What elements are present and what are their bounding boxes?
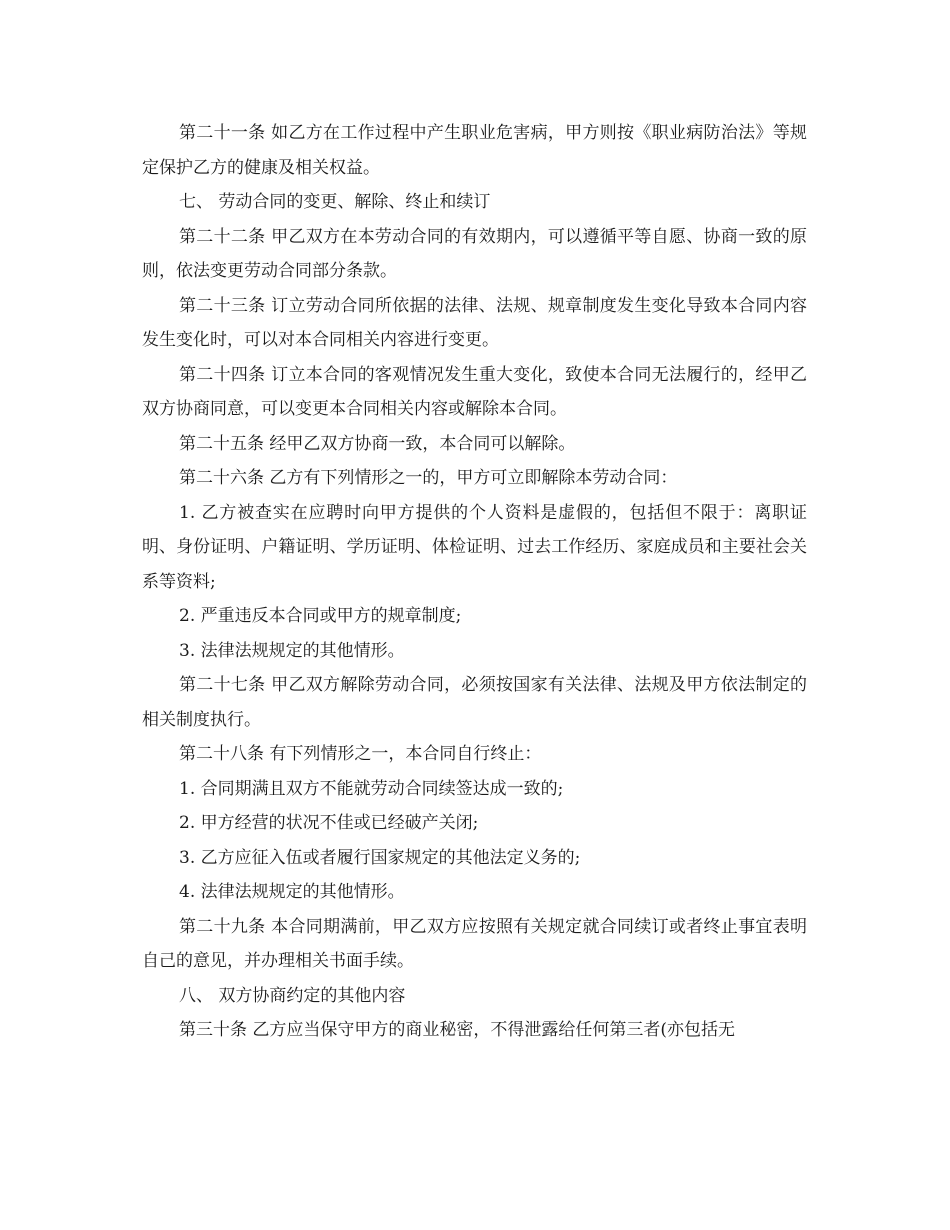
article-22: 第二十二条 甲乙双方在本劳动合同的有效期内，可以遵循平等自愿、协商一致的原则，依法变更劳动合同部分条款。: [142, 226, 807, 281]
article-29: 第二十九条 本合同期满前，甲乙双方应按照有关规定就合同续订或者终止事宜表明自己的意见，并办理相关书面手续。: [142, 916, 807, 971]
section-heading-8: 八、 双方协商约定的其他内容: [179, 985, 406, 1006]
section-heading-7: 七、 劳动合同的变更、解除、终止和续订: [179, 192, 491, 212]
article-28-item-2: 2. 甲方经营的状况不佳或已经破产关闭;: [179, 813, 479, 833]
article-26-item-3: 3. 法律法规规定的其他情形。: [179, 640, 405, 661]
article-28-item-1: 1. 合同期满且双方不能就劳动合同续签达成一致的;: [179, 778, 564, 799]
article-27: 第二十七条 甲乙双方解除劳动合同，必须按国家有关法律、法规及甲方依法制定的相关制度执行。: [142, 675, 807, 730]
article-28: 第二十八条 有下列情形之一，本合同自行终止：: [179, 744, 542, 764]
article-28-item-3: 3. 乙方应征入伍或者履行国家规定的其他法定义务的;: [179, 847, 581, 868]
document-body: [142, 116, 807, 1048]
article-25: 第二十五条 经甲乙双方协商一致，本合同可以解除。: [179, 433, 576, 454]
article-26-item-2: 2. 严重违反本合同或甲方的规章制度;: [179, 606, 462, 626]
article-30: 第三十条 乙方应当保守甲方的商业秘密，不得泄露给任何第三者(亦包括无: [179, 1020, 736, 1040]
article-28-item-4: 4. 法律法规规定的其他情形。: [179, 882, 405, 902]
article-24: 第二十四条 订立本合同的客观情况发生重大变化，致使本合同无法履行的，经甲乙双方协商同意，可以变更本合同相关内容或解除本合同。: [142, 364, 807, 419]
article-21: 第二十一条 如乙方在工作过程中产生职业危害病，甲方则按《职业病防治法》等规定保护乙方的健康及相关权益。: [142, 123, 807, 178]
article-23: 第二十三条 订立劳动合同所依据的法律、法规、规章制度发生变化导致本合同内容发生变化时，可以对本合同相关内容进行变更。: [142, 295, 807, 350]
article-26: 第二十六条 乙方有下列情形之一的，甲方可立即解除本劳动合同：: [179, 468, 678, 488]
article-26-item-1: 1. 乙方被查实在应聘时向甲方提供的个人资料是虚假的，包括但不限于：离职证明、身份证明、户籍证明、学历证明、体检证明、过去工作经历、家庭成员和主要社会关系等资料;: [142, 502, 807, 592]
